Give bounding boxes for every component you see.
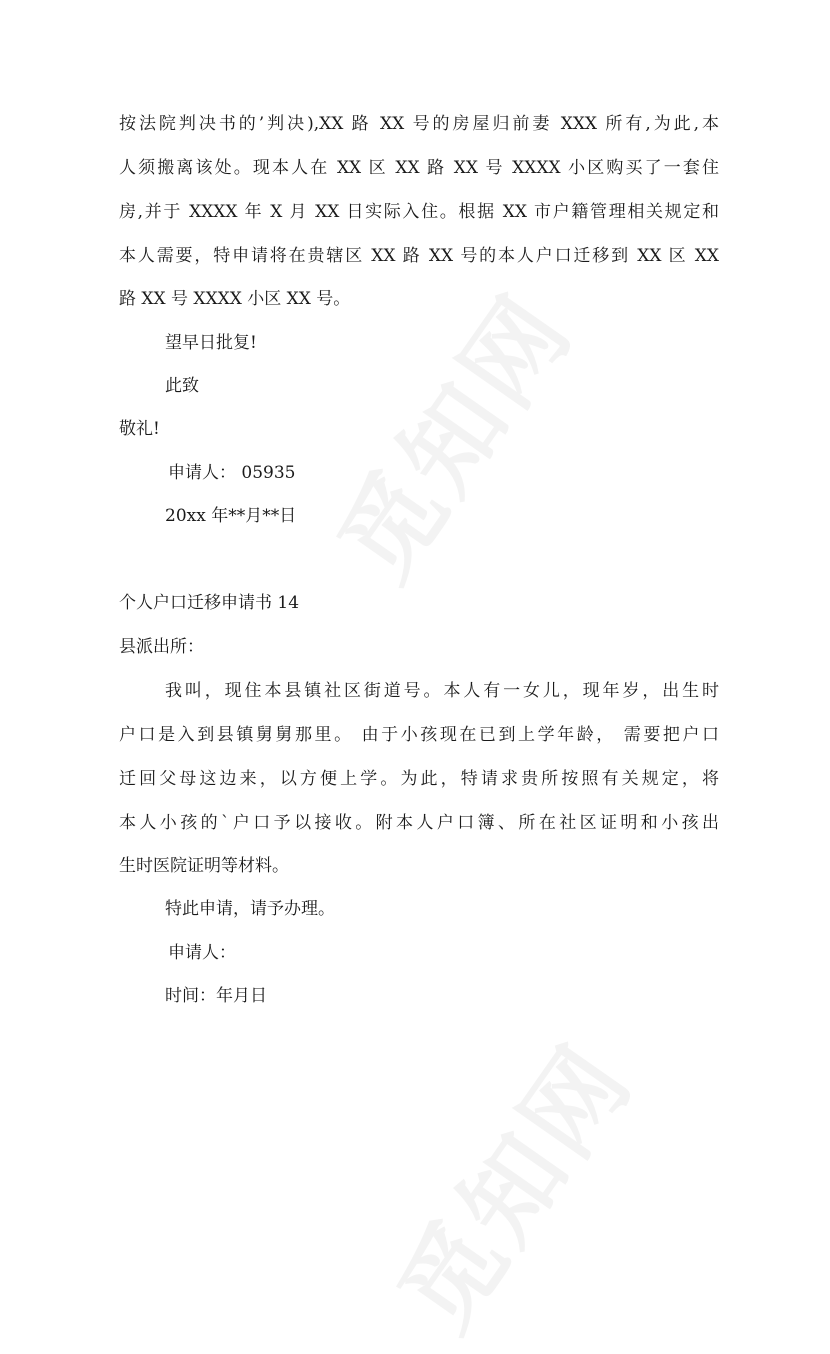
request-line: 特此申请，请予办理。 xyxy=(165,899,335,919)
watermark xyxy=(359,1010,659,1353)
applicant-line: 申请人： xyxy=(168,943,236,963)
hope-line: 望早日批复! xyxy=(165,333,257,353)
paragraph-line: 人须搬离该处。现本人在 XX 区 XX 路 XX 号 XXXX 小区购买了一套住 xyxy=(119,158,719,178)
date-line: 20xx 年**月**日 xyxy=(165,506,297,526)
salute-line: 敬礼! xyxy=(119,419,160,439)
applicant-line: 申请人： 05935 xyxy=(168,463,296,483)
watermark xyxy=(299,260,599,603)
section-title: 个人户口迁移申请书 14 xyxy=(119,593,300,613)
paragraph-line: 迁回父母这边来，以方便上学。为此，特请求贵所按照有关规定，将 xyxy=(119,769,719,789)
paragraph-line: 我叫，现住本县镇社区街道号。本人有一女儿，现年岁，出生时 xyxy=(165,681,719,701)
closing-line: 此致 xyxy=(165,376,199,396)
paragraph-line: 本人需要，特申请将在贵辖区 XX 路 XX 号的本人户口迁移到 XX 区 XX xyxy=(119,246,719,266)
paragraph-line: 路 XX 号 XXXX 小区 XX 号。 xyxy=(119,289,351,309)
paragraph-line: 按法院判决书的’判决),XX 路 XX 号的房屋归前妻 XXX 所有,为此,本 xyxy=(119,114,719,134)
paragraph-line: 户口是入到县镇舅舅那里。 由于小孩现在已到上学年龄， 需要把户口 xyxy=(119,725,719,745)
paragraph-line: 生时医院证明等材料。 xyxy=(119,856,289,876)
addressee-line: 县派出所： xyxy=(119,637,204,657)
paragraph-line: 本人小孩的`户口予以接收。附本人户口簿、所在社区证明和小孩出 xyxy=(119,813,719,833)
time-line: 时间：年月日 xyxy=(165,986,267,1006)
paragraph-line: 房,并于 XXXX 年 X 月 XX 日实际入住。根据 XX 市户籍管理相关规定和 xyxy=(119,202,719,222)
